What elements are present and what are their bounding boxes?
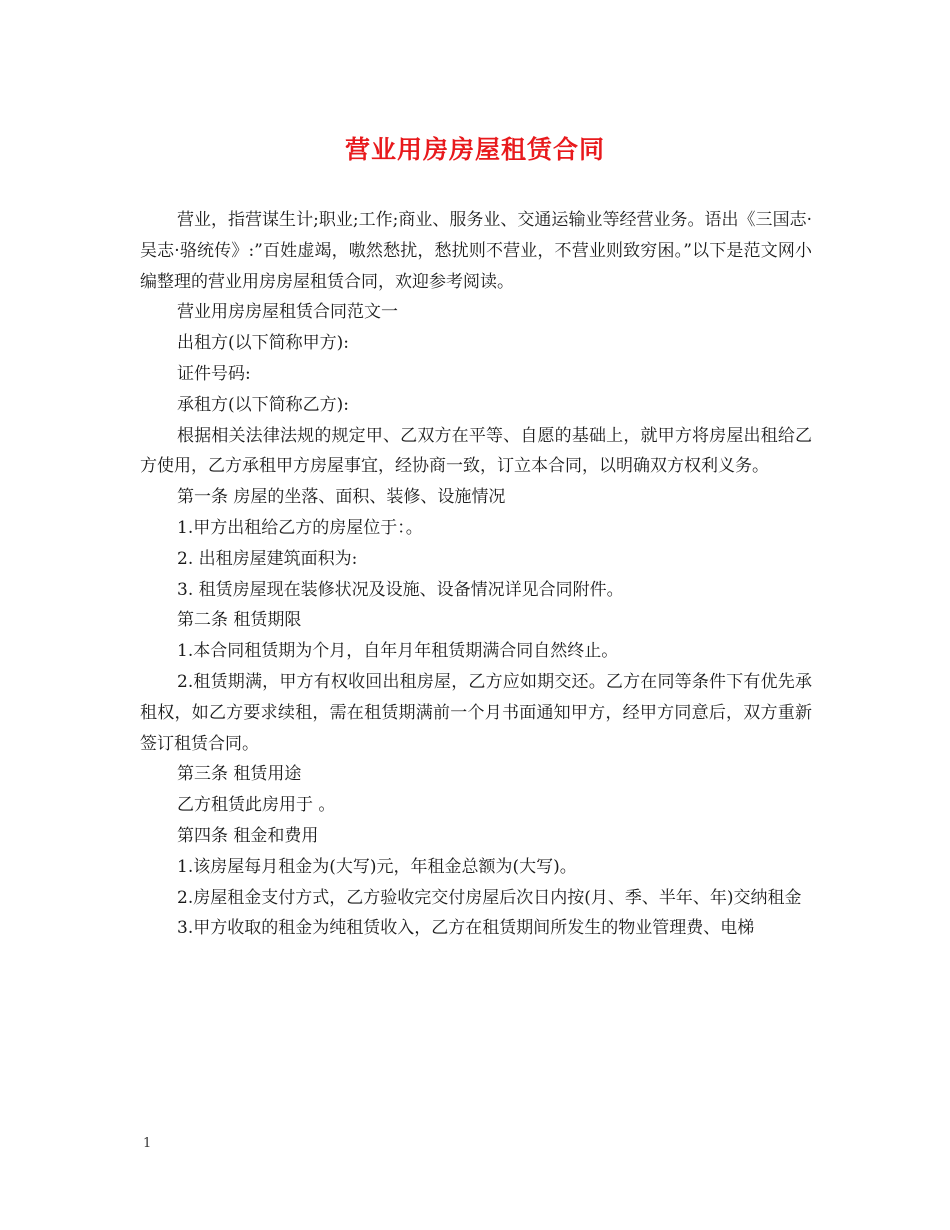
document-title: 营业用房房屋租赁合同 bbox=[344, 135, 605, 164]
article-1-item-3: 3. 租赁房屋现在装修状况及设施、设备情况详见合同附件。 bbox=[177, 579, 624, 600]
article-2-heading: 第二条 租赁期限 bbox=[177, 610, 302, 631]
article-4-item-2: 2.房屋租金支付方式，乙方验收完交付房屋后次日内按(月、季、半年、年)交纳租金 bbox=[177, 887, 802, 908]
article-2-item-2: 2.租赁期满，甲方有权收回出租房屋，乙方应如期交还。乙方在同等条件下有优先承租权，如乙方要求续租，需在租赁期满前一个月书面通知甲方，经甲方同意后，双方重新签订租赁合同。 bbox=[140, 671, 812, 754]
article-4-heading: 第四条 租金和费用 bbox=[177, 825, 319, 846]
article-1-item-1: 1.甲方出租给乙方的房屋位于：。 bbox=[177, 517, 423, 538]
article-4-item-1: 1.该房屋每月租金为(大写)元，年租金总额为(大写)。 bbox=[177, 856, 577, 877]
article-1-item-2: 2. 出租房屋建筑面积为: bbox=[177, 548, 358, 569]
id-number-line: 证件号码: bbox=[177, 363, 251, 384]
article-3-heading: 第三条 租赁用途 bbox=[177, 764, 302, 785]
article-4-item-3: 3.甲方收取的租金为纯租赁收入，乙方在租赁期间所发生的物业管理费、电梯 bbox=[177, 918, 755, 939]
article-1-heading: 第一条 房屋的坐落、面积、装修、设施情况 bbox=[177, 487, 506, 508]
preamble-paragraph: 根据相关法律法规的规定甲、乙双方在平等、自愿的基础上，就甲方将房屋出租给乙方使用，乙方承租甲方房屋事宜，经协商一致，订立本合同，以明确双方权利义务。 bbox=[140, 425, 812, 477]
article-3-content: 乙方租赁此房用于 。 bbox=[177, 795, 336, 816]
page-number: 1 bbox=[143, 1136, 152, 1151]
contract-sample-heading: 营业用房房屋租赁合同范文一 bbox=[177, 302, 398, 323]
article-2-item-1: 1.本合同租赁期为个月，自年月年租赁期满合同自然终止。 bbox=[177, 641, 619, 662]
lessor-line: 出租方(以下简称甲方): bbox=[177, 333, 349, 354]
lessee-line: 承租方(以下简称乙方): bbox=[177, 394, 349, 415]
document-body bbox=[140, 205, 812, 944]
intro-paragraph: 营业，指营谋生计;职业;工作;商业、服务业、交通运输业等经营业务。语出《三国志·吴志·骆统传》:”百姓虚竭，嗷然愁扰，愁扰则不营业，不营业则致穷困。”以下是范文网小编整理的营业用房房屋租赁合同，欢迎参考阅读。 bbox=[140, 210, 812, 292]
